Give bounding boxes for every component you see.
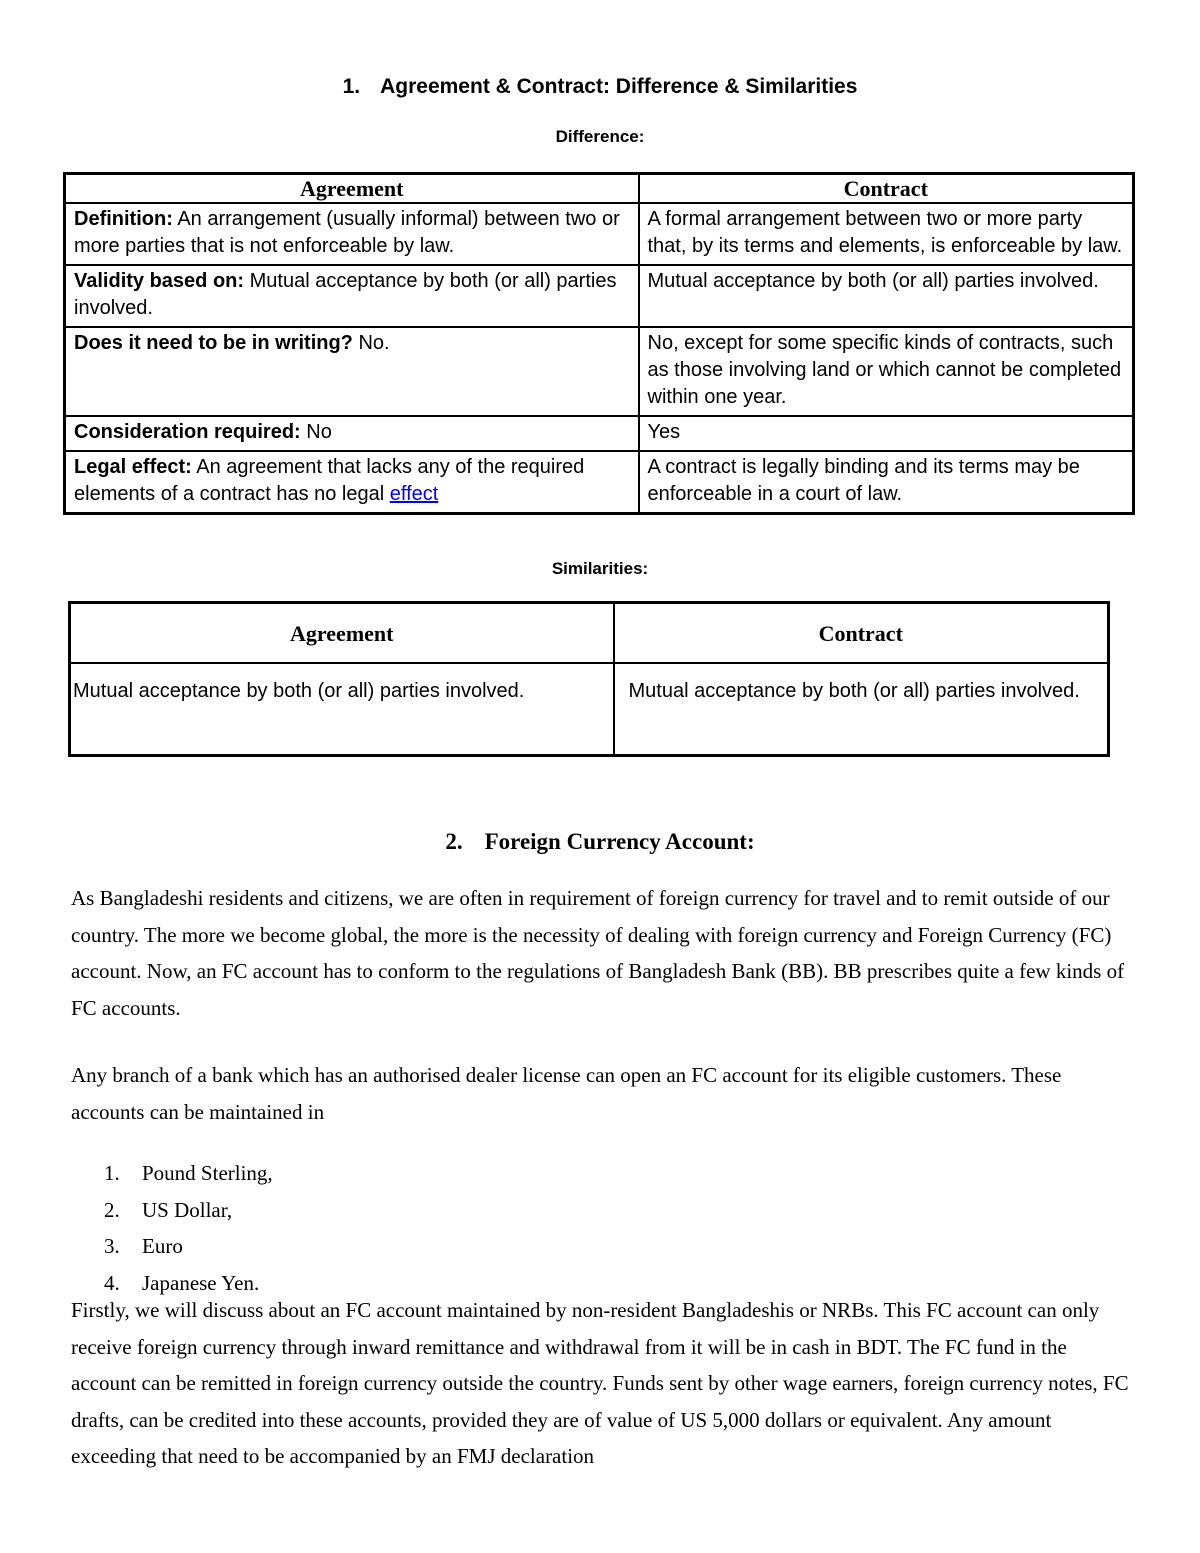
similarities-label: Similarities: — [551, 559, 649, 578]
legal-effect-label: Legal effect: — [74, 456, 192, 478]
list-item-text: US Dollar, — [142, 1197, 233, 1222]
validity-agreement-cell — [65, 265, 639, 327]
effect-link[interactable]: effect — [389, 483, 439, 505]
paragraph-fc-intro: As Bangladeshi residents and citizens, we are often in requirement of foreign currency for travel and to remit outside of our country. The more we become global, the more is the necessity of dealing with foreign currency and Foreign Currency (FC) account. Now, an FC account has to conform to the regulations of Bangladesh Bank (BB). BB prescribes quite a few kinds of FC accounts. — [71, 886, 1125, 1020]
list-marker: 4. — [104, 1270, 120, 1295]
legal-effect-agreement-text: An agreement that lacks any of the required elements of a contract has no legal — [74, 456, 585, 505]
writing-label: Does it need to be in writing? — [74, 332, 353, 354]
paragraph-fc-branches: Any branch of a bank which has an authorised dealer license can open an FC account for its eligible customers. These accounts can be maintained in — [71, 1063, 1062, 1124]
list-item-text: Euro — [142, 1234, 183, 1259]
list-marker: 2. — [104, 1197, 120, 1222]
writing-agreement-cell — [65, 327, 639, 416]
difference-header-contract: Contract — [639, 174, 1134, 204]
similarity-agreement-cell: Mutual acceptance by both (or all) parties involved. — [70, 663, 614, 756]
table-row-similarity — [70, 663, 1109, 756]
section1-title: Agreement & Contract: Difference & Similarities — [380, 75, 858, 98]
similarities-header-agreement: Agreement — [70, 603, 614, 664]
similarities-header-contract: Contract — [614, 603, 1109, 664]
list-item-text: Japanese Yen. — [142, 1270, 260, 1295]
table-row-consideration — [65, 416, 1134, 451]
consideration-contract-cell: Yes — [639, 416, 1134, 451]
validity-agreement-text: Mutual acceptance by both (or all) parties involved. — [74, 270, 617, 319]
legal-effect-contract-cell: A contract is legally binding and its terms may be enforceable in a court of law. — [639, 451, 1134, 514]
definition-label: Definition: — [74, 208, 173, 230]
writing-contract-cell: No, except for some specific kinds of contracts, such as those involving land or which cannot be completed within one year. — [639, 327, 1134, 416]
validity-label: Validity based on: — [74, 270, 245, 292]
list-marker: 1. — [104, 1161, 120, 1185]
list-marker: 3. — [104, 1234, 120, 1259]
definition-contract-cell: A formal arrangement between two or more party that, by its terms and elements, is enforceable by law. — [639, 203, 1134, 265]
section2-heading — [0, 828, 1200, 856]
difference-table — [63, 172, 1135, 515]
list-item-usd — [104, 1192, 1004, 1229]
list-item-pound — [104, 1155, 1004, 1192]
legal-effect-agreement-cell — [65, 451, 639, 514]
list-item-text: Pound Sterling, — [142, 1161, 273, 1185]
similarity-contract-cell: Mutual acceptance by both (or all) parties involved. — [614, 663, 1109, 756]
table-row-definition — [65, 203, 1134, 265]
definition-agreement-text: An arrangement (usually informal) between two or more parties that is not enforceable by law. — [74, 208, 620, 257]
similarities-table — [68, 601, 1110, 757]
consideration-label: Consideration required: — [74, 421, 301, 443]
table-row-writing — [65, 327, 1134, 416]
table-row-validity — [65, 265, 1134, 327]
section2-number: 2. — [445, 829, 463, 854]
consideration-agreement-cell — [65, 416, 639, 451]
validity-contract-cell: Mutual acceptance by both (or all) parties involved. — [639, 265, 1134, 327]
similarities-table-header-row — [70, 603, 1109, 664]
difference-table-header-row — [65, 174, 1134, 204]
section1-heading — [0, 75, 1200, 99]
section1-number: 1. — [342, 75, 361, 98]
paragraph-nrb-account: Firstly, we will discuss about an FC account maintained by non-resident Bangladeshis or NRBs. This FC account can only receive foreign currency through inward remittance and withdrawal from it will be in cash in BDT. The FC fund in the account can be remitted in foreign currency outside the country. Funds sent by other wage earners, foreign currency notes, FC drafts, can be credited into these accounts, provided they are of value of US 5,000 dollars or equivalent. Any amount exceeding that need to be accompanied by an FMJ declaration — [71, 1298, 1129, 1469]
definition-agreement-cell — [65, 203, 639, 265]
section2-title: Foreign Currency Account: — [484, 829, 755, 854]
table-row-legal-effect — [65, 451, 1134, 514]
difference-header-agreement: Agreement — [65, 174, 639, 204]
list-item-euro — [104, 1228, 1004, 1265]
currency-list — [104, 1155, 1004, 1301]
difference-label: Difference: — [555, 127, 645, 146]
writing-agreement-text: No. — [352, 332, 390, 354]
consideration-agreement-text: No — [300, 421, 332, 443]
